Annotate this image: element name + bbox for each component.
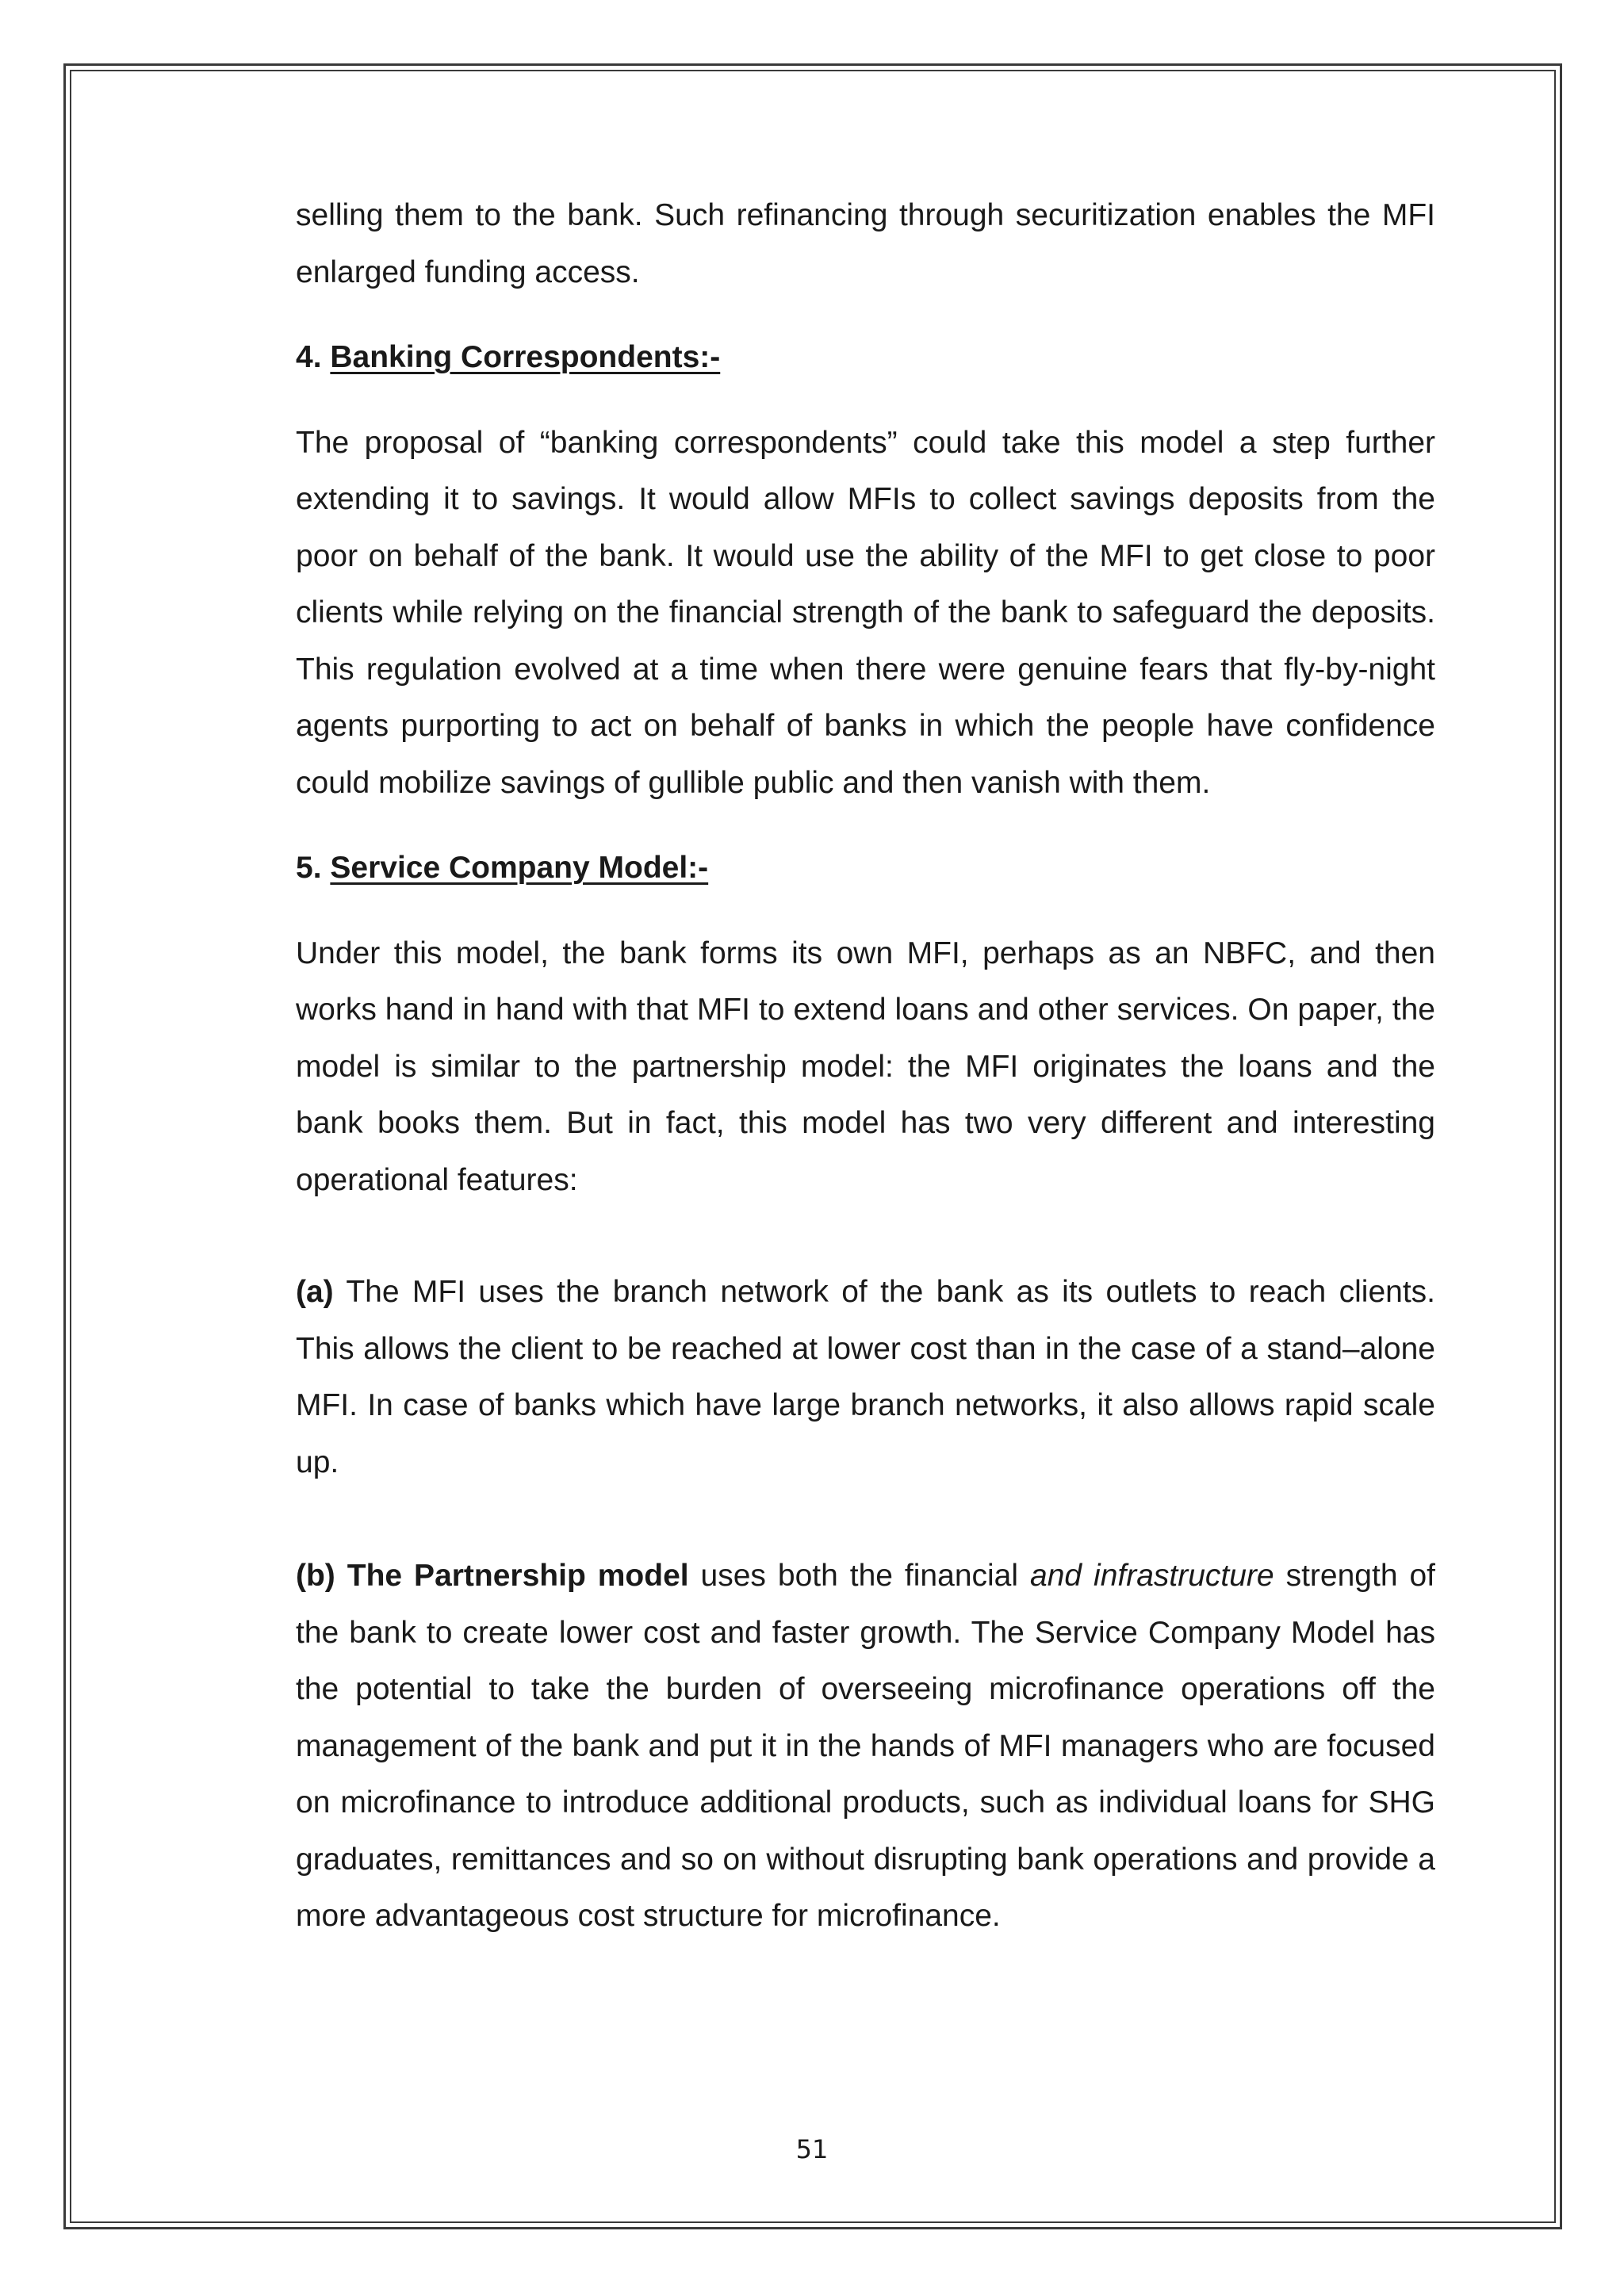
point-b-text-1: uses both the financial: [688, 1559, 1030, 1593]
document-body: [296, 187, 1435, 1945]
point-a-paragraph: [296, 1264, 1435, 1490]
section-4-title: Banking Correspondents:-: [330, 340, 721, 374]
page-number: 51: [795, 2134, 829, 2164]
section-4-heading: [296, 329, 1435, 386]
section-5-number: 5.: [296, 851, 331, 885]
point-b-text-italic: and infrastructure: [1030, 1559, 1274, 1593]
intro-paragraph: selling them to the bank. Such refinancing through securitization enables the MFI enlarged funding access.: [296, 198, 1435, 289]
point-b-text-2: strength of the bank to create lower cost and faster growth. The Service Company Model has the potential to take the burden of overseeing microfinance operations off the management of the bank and put it in the hands of MFI managers who are focused on microfinance to introduce additional products, such as individual loans for SHG graduates, remittances and so on without disrupting bank operations and provide a more advantageous cost structure for microfinance.: [296, 1559, 1435, 1933]
section-4-paragraph: The proposal of “banking correspondents” could take this model a step further extending it to savings. It would allow MFIs to collect savings deposits from the poor on behalf of the bank. It would use the ability of the MFI to get close to poor clients while relying on the financial strength of the bank to safeguard the deposits. This regulation evolved at a time when there were genuine fears that fly-by-night agents purporting to act on behalf of banks in which the people have confidence could mobilize savings of gullible public and then vanish with them.: [296, 425, 1435, 800]
point-b-paragraph: [296, 1548, 1435, 1945]
section-4-number: 4.: [296, 340, 331, 374]
section-5-heading: [296, 840, 1435, 897]
point-a-text: The MFI uses the branch network of the bank as its outlets to reach clients. This allows the client to be reached at lower cost than in the case of a stand–alone MFI. In case of banks which have large branch networks, it also allows rapid scale up.: [296, 1275, 1435, 1479]
section-5-title: Service Company Model:-: [330, 851, 709, 885]
point-b-label: (b) The Partnership model: [296, 1559, 689, 1593]
section-5-paragraph: Under this model, the bank forms its own MFI, perhaps as an NBFC, and then works hand in hand with that MFI to extend loans and other services. On paper, the model is similar to the partnership model: the MFI originates the loans and the bank books them. But in fact, this model has two very different and interesting operational features:: [296, 936, 1435, 1197]
point-a-label: (a): [296, 1275, 334, 1309]
